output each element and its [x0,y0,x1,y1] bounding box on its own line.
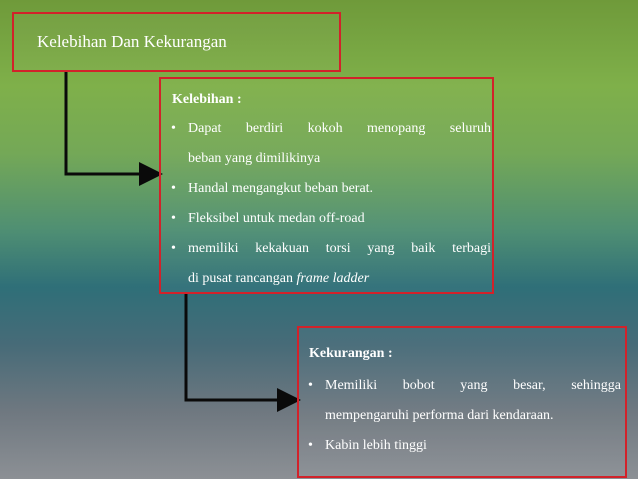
kelebihan-heading: Kelebihan : [172,92,242,107]
kekurangan-heading: Kekurangan : [309,346,393,361]
list-item-line: Fleksibel untuk medan off-road [188,211,365,226]
list-item [308,431,621,461]
bullet-icon: • [308,378,313,393]
list-item-line: Dapat berdiri kokoh menopang seluruh [188,121,491,136]
bullet-icon: • [171,121,176,136]
bullet-icon: • [171,211,176,226]
list-item-line: beban yang dimilikinya [188,151,321,166]
list-item [171,234,491,294]
bullet-icon: • [171,241,176,256]
list-item [171,114,491,174]
connector-title-to-kelebihan [66,71,157,174]
list-item-line: mempengaruhi performa dari kendaraan. [325,408,554,423]
kelebihan-list [171,114,491,294]
kekurangan-list [308,371,621,461]
list-item-line: di pusat rancangan frame ladder [188,271,370,286]
bullet-icon: • [171,181,176,196]
list-item-line: Handal mengangkut beban berat. [188,181,374,196]
bullet-icon: • [308,438,313,453]
list-item [171,174,491,204]
list-item-line: Memiliki bobot yang besar, sehingga [325,378,621,393]
list-item [171,204,491,234]
italic-term: frame ladder [296,271,370,286]
list-item-line: Kabin lebih tinggi [325,438,427,453]
page-title: Kelebihan Dan Kekurangan [37,32,227,51]
list-item-line: memiliki kekakuan torsi yang baik terbagi [188,241,491,256]
list-item [308,371,621,431]
connector-kelebihan-to-kekurangan [186,294,295,400]
